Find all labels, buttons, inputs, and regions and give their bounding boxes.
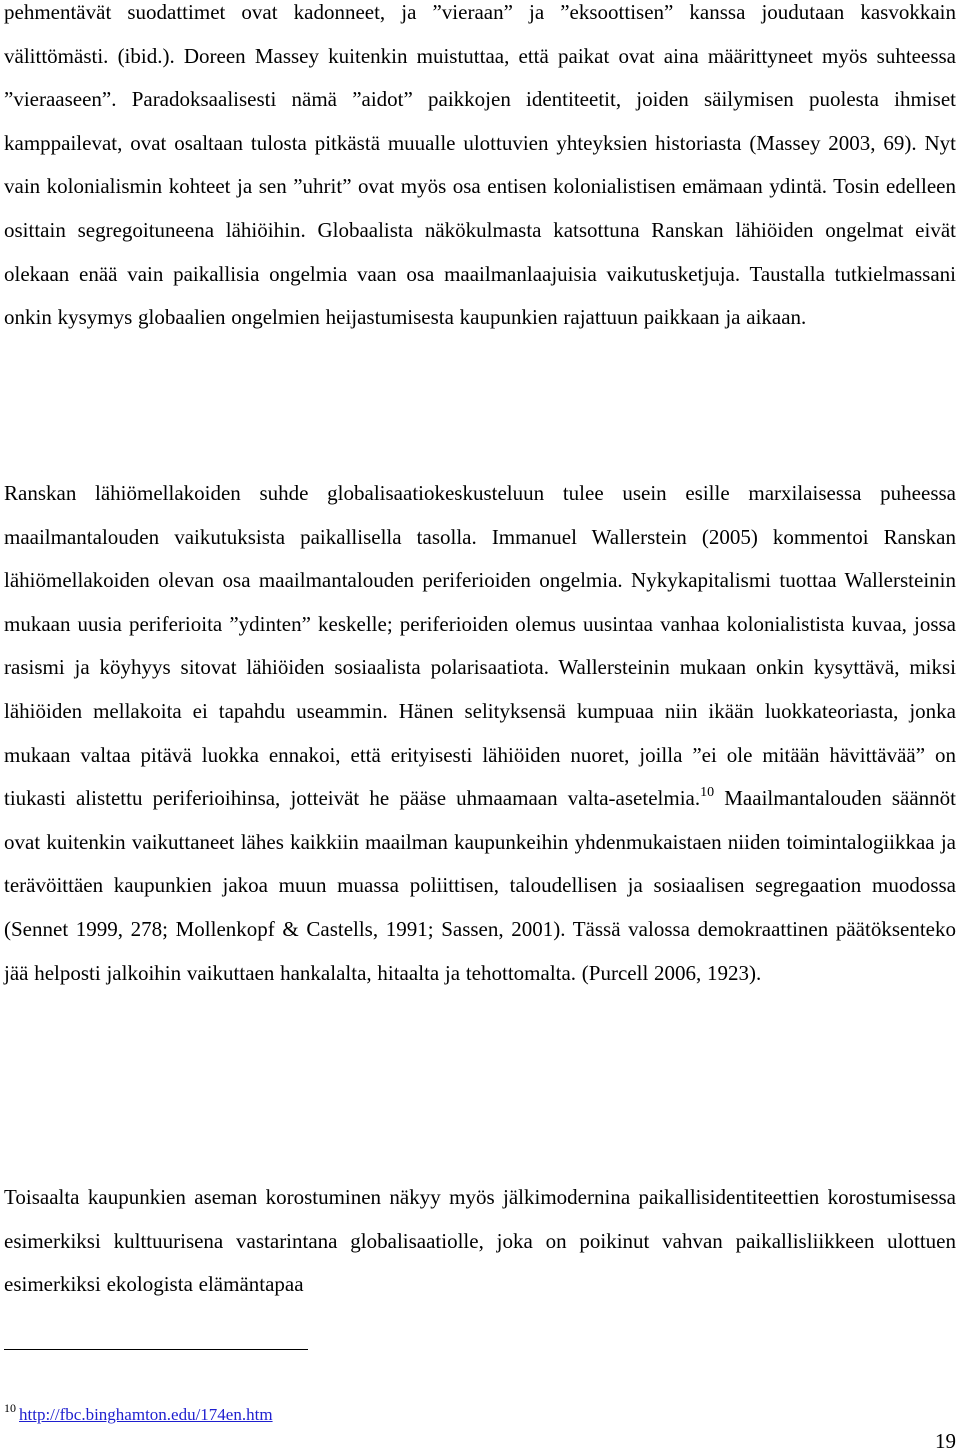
body-paragraph-1: pehmentävät suodattimet ovat kadonneet, ja ”vieraan” ja ”eksoottisen” kanssa joudutaan kasvokkain välittömästi. (ibid.). Doreen Massey kuitenkin muistuttaa, että paikat ovat aina määrittyneet myös suhteessa ”vieraaseen”. Paradoksaalisesti nämä ”aidot” paikkojen identiteetit, joiden säilymisen puolesta ihmiset kamppailevat, ovat osaltaan tulosta pitkästä muualle ulottuvien yhteyksien historiasta (Massey 2003, 69). Nyt vain kolonialismin kohteet ja sen ”uhrit” ovat myös osa entisen kolonialistisen emämaan ydintä. Tosin edelleen osittain segregoituneena lähiöihin. Globaalista näkökulmasta katsottuna Ranskan lähiöiden ongelmat eivät olekaan enää vain paikallisia ongelmia vaan osa maailmanlaajuisia vaikutusketjuja. Taustalla tutkielmassani onkin kysymys globaalien ongelmien heijastumisesta kaupunkien rajattuun paikkaan ja aikaan. (4, 0, 956, 330)
footnote-reference-10[interactable]: 10 (700, 785, 715, 801)
page-number: 19 (935, 1429, 956, 1453)
paragraph-2-text-end: Maailmantalouden säännöt ovat kuitenkin vaikuttaneet lähes kaikkiin maailman kaupunkeihin yhdenmukaistaen niiden toimintalogiikkaa ja terävöittäen kaupunkien jakoa muun muassa poliittisen, taloudellisen ja sosiaalisen segregaation muodossa (Sennet 1999, 278; Mollenkopf & Castells, 1991; Sassen, 2001). Tässä valossa demokraattinen päätöksenteko jää helposti jalkoihin vaikuttaen hankalalta, hitaalta ja tehottomalta. (Purcell 2006, 1923). (4, 786, 956, 985)
paragraph-2-text-start: Ranskan lähiömellakoiden suhde globalisaatiokeskusteluun tulee usein esille marxilaisessa puheessa maailmantalouden vaikutuksista paikallisella tasolla. Immanuel Wallerstein (2005) kommentoi Ranskan lähiömellakoiden olevan osa maailmantalouden periferioiden ongelmia. Nykykapitalismi tuottaa Wallersteinin mukaan uusia periferioita ”ydinten” keskelle; periferioiden olemus uusintaa vanhaa kolonialistista kuvaa, jossa rasismi ja köyhyys sitovat lähiöiden sosiaalista polarisaatiota. Wallersteinin mukaan onkin kysyttävä, miksi lähiöiden mellakoita ei tapahdu useammin. Hänen selityksensä kumpuaa niin ikään luokkateoriasta, jonka mukaan valtaa pitävä luokka ennakoi, että erityisesti lähiöiden nuoret, joilla ”ei ole mitään hävittävää” on tiukasti alistettu periferioihinsa, jotteivät he pääse uhmaamaan valta-asetelmia. (4, 481, 956, 811)
footnote-separator (4, 1349, 308, 1350)
footnote-number: 10 (4, 1401, 16, 1415)
body-paragraph-2 (4, 472, 956, 995)
body-paragraph-3: Toisaalta kaupunkien aseman korostuminen näkyy myös jälkimodernina paikallisidentiteettien korostumisessa esimerkiksi kulttuurisena vastarintana globalisaatiolle, joka on poikinut vahvan paikallisliikkeen ulottuen esimerkiksi ekologista elämäntapaa (4, 1185, 956, 1297)
footnote-link[interactable]: http://fbc.binghamton.edu/174en.htm (19, 1405, 273, 1424)
footnote-10 (4, 1402, 273, 1428)
